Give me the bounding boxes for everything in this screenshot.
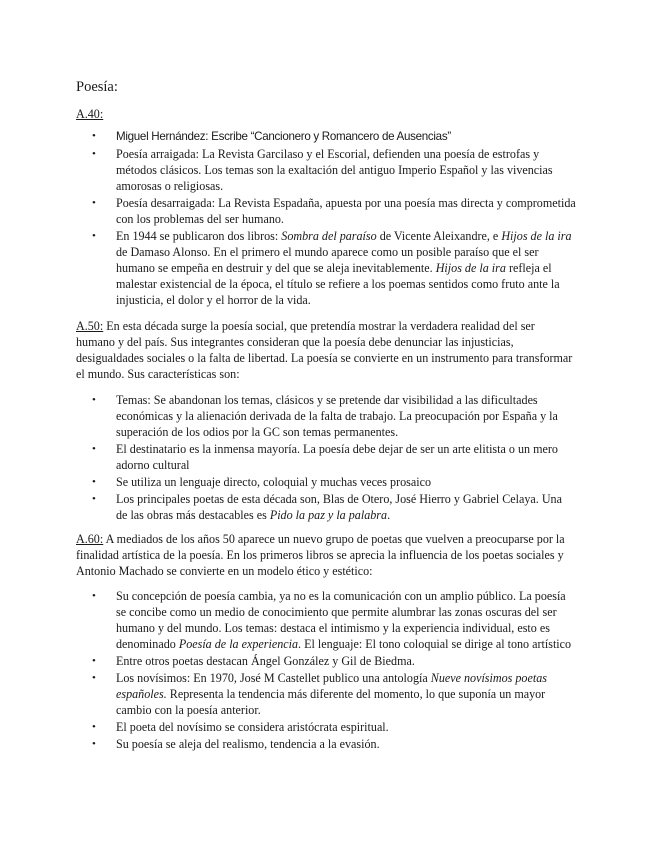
bullet-icon: • [92, 655, 96, 667]
bullet-icon: • [92, 738, 96, 750]
bullet-icon: • [92, 590, 96, 602]
bullet-icon: • [92, 443, 96, 455]
a50-list [76, 392, 576, 524]
bullet-icon: • [92, 130, 96, 142]
bullet-icon: • [92, 721, 96, 733]
list-item: • Su concepción de poesía cambia, ya no es la comunicación con un amplio público. La poesía se concibe como un medio de conocimiento que permite alumbrar las zonas oscuras del ser humano y del mundo. Los temas: destaca el intimismo y la experiencia individual, esto es denominado Poesía de la experiencia. El lenguaje: El tono coloquial se dirige al tono artístico [92, 589, 572, 651]
list-item: • Los novísimos: En 1970, José M Castellet publico una antología Nueve novísimos poetas españoles. Representa la tendencia más diferente del momento, lo que suponía un mayor cambio con la poesía anterior. [92, 671, 547, 717]
bullet-icon: • [92, 493, 96, 505]
bullet-icon: • [92, 148, 96, 160]
list-item: • Poesía desarraigada: La Revista Espadaña, apuesta por una poesía mas directa y comprometida con los problemas del ser humano. [92, 196, 576, 226]
a60-intro: A.60: A mediados de los años 50 aparece un nuevo grupo de poetas que vuelven a preocuparse por la finalidad artística de la poesía. En los primeros libros se aprecia la influencia de los poetas sociales y Antonio Machado se convierte en un modelo ético y estético: [76, 532, 565, 578]
list-item: • Los principales poetas de esta década son, Blas de Otero, José Hierro y Gabriel Celaya. Una de las obras más destacables es Pido la paz y la palabra. [92, 492, 562, 522]
list-item: • El poeta del novísimo se considera aristócrata espiritual. [92, 720, 389, 734]
list-item: • Se utiliza un lenguaje directo, coloquial y muchas veces prosaico [92, 475, 432, 489]
list-item: • El destinatario es la inmensa mayoría. La poesía debe dejar de ser un arte elitista o un mero adorno cultural [92, 442, 558, 472]
list-item: • Poesía arraigada: La Revista Garcilaso y el Escorial, defienden una poesía de estrofas y métodos clásicos. Los temas son la exaltación del antiguo Imperio Español y las vivencias amorosas o religiosas. [92, 147, 553, 193]
book-title: Hijos de la ira [435, 261, 506, 275]
a50-intro: A.50: En esta década surge la poesía social, que pretendía mostrar la verdadera realidad del ser humano y del país. Sus integrantes consideran que la poesía debe denunciar las injusticias, desigualdades sociales o la falta de libertad. La poesía se convierte en un instrumento para transformar el mundo. Sus características son: [76, 319, 573, 381]
book-title: Nueve novísimos poetas españoles. [116, 671, 547, 701]
book-title: Poesía de la experiencia [178, 637, 299, 651]
page-title: Poesía: [76, 79, 118, 95]
a60-list [76, 588, 576, 753]
list-item: • Su poesía se aleja del realismo, tendencia a la evasión. [92, 737, 380, 751]
section-label-a50: A.50: [76, 319, 104, 333]
list-item: • Miguel Hernández: Escribe “Cancionero y Romancero de Ausencias” [92, 130, 451, 143]
list-item: • Temas: Se abandonan los temas, clásicos y se pretende dar visibilidad a las dificultades económicas y la alienación derivada de la falta de trabajo. La preocupación por España y la superación de los odios por la GC son temas permanentes. [92, 393, 558, 439]
list-item: • En 1944 se publicaron dos libros: Sombra del paraíso de Vicente Aleixandre, e Hijos de la ira de Damaso Alonso. En el primero el mundo aparece como un posible paraíso que el ser humano se empeña en destruir y del que se aleja inevitablemente. Hijos de la ira refleja el malestar existencial de la época, el título se refiere a los poemas sentidos como fruto ante la injusticia, el dolor y el horror de la vida. [92, 229, 572, 307]
section-heading-a40: A.40: [76, 107, 104, 121]
bullet-icon: • [92, 672, 96, 684]
book-title: Pido la paz y la palabra [269, 508, 388, 522]
a40-list [76, 128, 576, 309]
bullet-icon: • [92, 230, 96, 242]
bullet-icon: • [92, 197, 96, 209]
book-title: Sombra del paraíso [281, 229, 377, 243]
bullet-icon: • [92, 394, 96, 406]
book-title: Hijos de la ira [501, 229, 572, 243]
bullet-icon: • [92, 476, 96, 488]
section-label-a60: A.60: [76, 532, 104, 546]
list-item: • Entre otros poetas destacan Ángel González y Gil de Biedma. [92, 654, 415, 668]
